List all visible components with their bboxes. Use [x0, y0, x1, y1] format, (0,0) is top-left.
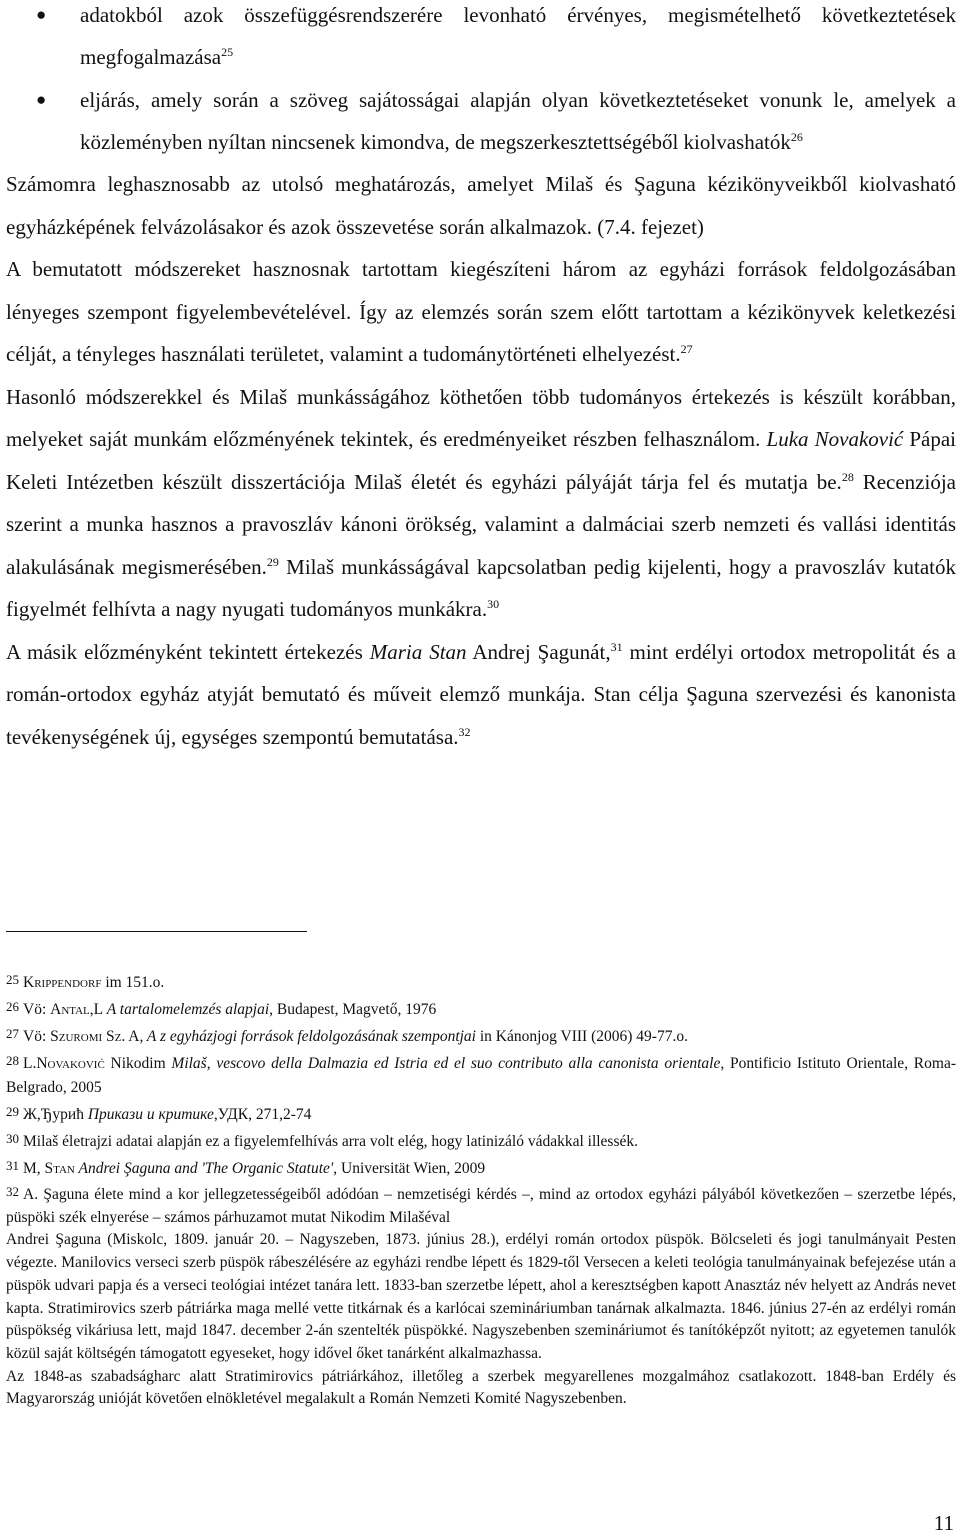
- footnote-title: , A z egyházjogi források feldolgozásának szempontjai: [139, 1028, 476, 1045]
- bullet-item: [6, 79, 956, 163]
- footnote-author: Szuromi Sz. A: [50, 1028, 140, 1045]
- footnote-title: A tartalomelemzés alapjai: [103, 1001, 270, 1018]
- footnote-separator: [6, 931, 307, 932]
- paragraph: [6, 248, 956, 376]
- footnote-ref[interactable]: 25: [221, 45, 234, 59]
- footnote-text: Vö:: [23, 1001, 51, 1018]
- footnote: [6, 968, 956, 995]
- footnote: [6, 1100, 956, 1127]
- footnote-number: 25: [6, 972, 19, 987]
- paragraph-text: Recenziója szerint a munka hasznos a pravoszláv kánoni örökség, valamint a dalmáciai szerb nemzeti és vallási identitás alakulásának megismerésében.: [6, 469, 956, 579]
- footnote-ref[interactable]: 28: [841, 469, 854, 484]
- paragraph-text: Pápai Keleti Intézetben készült disszertációja Milaš életét és egyházi pályáját tárja fel és mutatja be.: [6, 427, 957, 494]
- footnote: [6, 995, 956, 1022]
- footnote: [6, 1049, 956, 1100]
- footnote-text: ,УДК, 271,2-74: [213, 1106, 312, 1123]
- footnote-ref[interactable]: 31: [610, 639, 623, 654]
- footnote-title: Прикази и критике: [83, 1106, 214, 1123]
- bullet-icon: ●: [36, 5, 47, 24]
- footnote-text: A. Şaguna élete mind a kor jellegzetességeiből adódóan – nemzetiségi kérdés –, mind az ortodox egyházi pályából következően – szerzetbe lépés, püspöki szék elnyerése – számos párhuzamot mutat Nikodim Milašéval: [6, 1186, 956, 1226]
- footnote-number: 26: [6, 999, 19, 1014]
- bullet-text: eljárás, amely során a szöveg sajátosságai alapján olyan következtetéseket vonunk le, amelyek a közleményben nyíltan nincsenek kimondva, de megszerkesztettségéből kiolvashatók: [80, 88, 956, 154]
- footnotes: [6, 968, 956, 1411]
- footnote-text: , Pontificio Istituto Orientale, Roma-Belgrado, 2005: [6, 1055, 956, 1096]
- footnote-text: Milaš életrajzi adatai alapján ez a figyelemfelhívás arra volt elég, hogy latinizáló vádakkal illessék.: [23, 1133, 639, 1150]
- footnote-number: 27: [6, 1026, 19, 1041]
- footnote-author: Ж,Ђурић: [23, 1106, 84, 1123]
- paragraph: [6, 631, 956, 759]
- footnote-number: 31: [6, 1158, 19, 1173]
- bullet-item: [6, 0, 956, 78]
- footnote-number: 28: [6, 1053, 19, 1068]
- footnote-author: Antal,L: [50, 1001, 104, 1018]
- footnote: [6, 1022, 956, 1049]
- footnote-author: L.Novaković: [23, 1055, 105, 1072]
- paragraph-text: Milaš munkásságával kapcsolatban pedig kijelenti, hogy a pravoszláv kutatók figyelmét felhívta a nagy nyugati tudományos munkákra.: [6, 554, 957, 621]
- footnote-text: in Kánonjog VIII (2006) 49-77.o.: [476, 1028, 688, 1045]
- footnote-text: , Universität Wien, 2009: [333, 1160, 486, 1177]
- footnote-text: Vö:: [23, 1028, 51, 1045]
- footnote-text: , Budapest, Magvető, 1976: [269, 1001, 437, 1018]
- paragraph: Számomra leghasznosabb az utolsó meghatározás, amelyet Milaš és Şaguna kézikönyveikből kiolvasható egyházképének felvázolásakor és azok összevetése során alkalmazok. (7.4. fejezet): [6, 172, 956, 239]
- author-name: Maria Stan: [369, 639, 467, 664]
- footnote-ref[interactable]: 29: [266, 554, 279, 569]
- paragraph-text: mint erdélyi ortodox metropolitát és a román-ortodox egyház atyját bemutató és műveit elemző munkája. Stan célja Şaguna szervezési és kanonista tevékenységének új, egységes szempontú bemutatása.: [6, 639, 957, 749]
- footnote-ref[interactable]: 27: [680, 342, 693, 356]
- footnote-paragraph: Az 1848-as szabadságharc alatt Stratimirovics pátriárkához, illetőleg a szerbek megyarellenes mozgalmához csatlakozott. 1848-ban Erdély és Magyarország unióját követően elnökletével megalakult a Román Nemzeti Komité Nagyszebenben.: [6, 1367, 956, 1408]
- footnote-number: 32: [6, 1184, 19, 1199]
- footnote-ref[interactable]: 30: [487, 597, 500, 611]
- footnote-number: 29: [6, 1104, 19, 1119]
- footnote: [6, 1154, 956, 1181]
- footnote-text: Nikodim: [104, 1055, 172, 1072]
- bullet-text: adatokból azok összefüggésrendszerére levonható érvényes, megismételhető következtetések megfogalmazása: [80, 3, 956, 69]
- footnote-text: im 151.o.: [101, 974, 165, 991]
- footnote-ref[interactable]: 26: [790, 130, 803, 144]
- footnote: [6, 1127, 956, 1154]
- paragraph-text: Hasonló módszerekkel és Milaš munkásságához köthetően több tudományos értekezés is készült korábban, melyeket saját munkám előzményének tekintek, és eredményeiket részben felhasználom.: [6, 384, 956, 451]
- paragraph-text: Andrej Şagunát,: [466, 639, 611, 664]
- footnote: [6, 1181, 956, 1229]
- bullet-icon: ●: [36, 90, 47, 109]
- page-number: 11: [933, 1511, 954, 1535]
- footnote-title: Milaš, vescovo della Dalmazia ed Istria ed el suo contributo alla canonista orientale: [171, 1055, 721, 1072]
- paragraph-text: A másik előzményként tekintett értekezés: [6, 639, 370, 664]
- footnote-author: M, Stan: [23, 1160, 75, 1177]
- footnote-author: Krippendorf: [23, 974, 102, 991]
- footnote-number: 30: [6, 1131, 19, 1146]
- author-name: Luka Novaković: [766, 427, 904, 451]
- footnote-paragraph: Andrei Şaguna (Miskolc, 1809. január 20. – Nagyszeben, 1873. június 28.), erdélyi román ortodox püspök. Bölcseleti és jogi tanulmányait Pesten végezte. Manilovics verseci szerb püspök rábeszélésére az egyházi rendbe lépett és 1829-től Versecen a keleti teológia tanulmányainak befejezése után a püspök udvari papja és a verseci teológiai intézet tanára lett. 1833-ban szerzetbe lépett, ahol a keresztségben kapott Anasztáz név helyett az András nevet kapta. Stratimirovics szerb pátriárka maga mellé vette titkárnak és a karlócai szemináriumban tanárnak alkalmazta. 1846. június 27-én az erdélyi román püspökség vikáriusa lett, majd 1847. december 2-án szentelték püspökké. Nagyszebenben szemináriumot és tanítóképzőt nyitott; az egyetemen tanulók közül saját költségén támogatott egyeseket, hogy idővel őket tanárként alkalmazhassa.: [6, 1231, 956, 1362]
- footnote-ref[interactable]: 32: [458, 724, 471, 739]
- paragraph: [6, 376, 956, 631]
- main-text: [6, 0, 956, 758]
- footnote-title: Andrei Şaguna and 'The Organic Statute': [74, 1160, 334, 1177]
- paragraph-text: A bemutatott módszereket hasznosnak tartottam kiegészíteni három az egyházi források feldolgozásában lényeges szempont figyelembevételével. Így az elemzés során szem előtt tartottam a kézikönyvek keletkezési célját, a tényleges használati területet, valamint a tudománytörténeti elhelyezést.: [6, 257, 956, 366]
